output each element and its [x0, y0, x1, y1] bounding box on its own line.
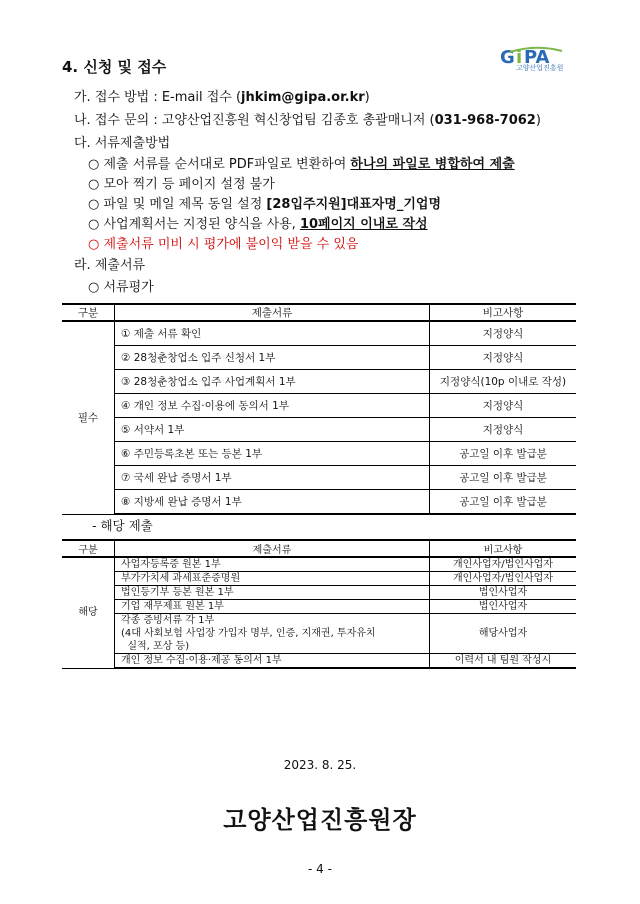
remark-cell: 이력서 내 팀원 작성시: [430, 654, 577, 669]
header-category: 구분: [62, 304, 115, 321]
table-row: [62, 346, 576, 370]
doc-cell: 개인 정보 수집·이용·제공 동의서 1부: [115, 654, 430, 669]
table-row: [62, 586, 576, 600]
item-da-3: ○ 파일 및 메일 제목 동일 설정 [28입주지원]대표자명_기업명: [88, 197, 442, 212]
item-ga: 가. 접수 방법 : E-mail 접수 (jhkim@gipa.or.kr): [74, 90, 370, 105]
group-applicable: 해당: [62, 557, 115, 668]
table-row: [62, 394, 576, 418]
doc-cell: ⑧ 지방세 완납 증명서 1부: [115, 490, 430, 515]
remark-cell: 지정양식: [430, 346, 577, 370]
item-da-1: ○ 제출 서류를 순서대로 PDF파일로 변환하여 하나의 파일로 병합하여 제출: [88, 157, 515, 172]
remark-cell: 지정양식: [430, 321, 577, 346]
remark-cell: 개인사업자/법인사업자: [430, 557, 577, 572]
remark-cell: 법인사업자: [430, 586, 577, 600]
doc-cell-multiline: 각종 증빙서류 각 1부 (4대 사회보험 사업장 가입자 명부, 인증, 지재권, 투자유치 실적, 포상 등): [115, 614, 430, 654]
doc-cell: ③ 28청춘창업소 입주 사업계획서 1부: [115, 370, 430, 394]
item-ra-1: ○ 서류평가: [88, 280, 154, 295]
item-da: 다. 서류제출방법: [74, 136, 171, 151]
sub-note: - 해당 제출: [92, 518, 153, 533]
document-date: 2023. 8. 25.: [283, 758, 357, 772]
table-row: [62, 600, 576, 614]
table-header: [62, 304, 576, 321]
item-da-4: ○ 사업계획서는 지정된 양식을 사용, 10페이지 이내로 작성: [88, 217, 428, 232]
signature-title: 고양산업진흥원장: [223, 805, 417, 834]
remark-cell: 지정양식: [430, 418, 577, 442]
doc-cell: ⑤ 서약서 1부: [115, 418, 430, 442]
header-documents: 제출서류: [115, 304, 430, 321]
doc-cell: ④ 개인 정보 수집·이용에 동의서 1부: [115, 394, 430, 418]
doc-cell: 기업 재무제표 원본 1부: [115, 600, 430, 614]
remark-cell: 법인사업자: [430, 600, 577, 614]
doc-cell: ② 28청춘창업소 입주 신청서 1부: [115, 346, 430, 370]
svg-text:i: i: [516, 47, 523, 68]
remark-cell: 해당사업자: [430, 614, 577, 654]
applicable-documents-table: [62, 539, 576, 669]
header-remarks: 비고사항: [430, 304, 577, 321]
contact-phone: 031-968-7062: [434, 113, 536, 128]
remark-cell: 지정양식(10p 이내로 작성): [430, 370, 577, 394]
doc-cell: ① 제출 서류 확인: [115, 321, 430, 346]
table-row: [62, 490, 576, 515]
remark-cell: 공고일 이후 발급분: [430, 466, 577, 490]
header-remarks: 비고사항: [430, 540, 577, 557]
remark-cell: 공고일 이후 발급분: [430, 442, 577, 466]
table-row: [62, 654, 576, 669]
item-ra: 라. 제출서류: [74, 258, 146, 273]
table-row: [62, 466, 576, 490]
header-documents: 제출서류: [115, 540, 430, 557]
contact-email[interactable]: jhkim@gipa.or.kr: [241, 90, 365, 105]
doc-cell: 사업자등록증 원본 1부: [115, 557, 430, 572]
table-header: [62, 540, 576, 557]
table-row: [62, 572, 576, 586]
item-da-5-warning: ○ 제출서류 미비 시 평가에 불이익 받을 수 있음: [88, 237, 359, 252]
table-row: [62, 614, 576, 654]
doc-cell: ⑦ 국세 완납 증명서 1부: [115, 466, 430, 490]
table-row: [62, 321, 576, 346]
doc-cell: ⑥ 주민등록초본 또는 등본 1부: [115, 442, 430, 466]
table-row: [62, 557, 576, 572]
logo-caption: 고양산업진흥원: [516, 64, 564, 72]
remark-cell: 공고일 이후 발급분: [430, 490, 577, 515]
doc-cell: 법인등기부 등본 원본 1부: [115, 586, 430, 600]
item-da-2: ○ 모아 찍기 등 페이지 설정 불가: [88, 177, 275, 192]
remark-cell: 개인사업자/법인사업자: [430, 572, 577, 586]
header-category: 구분: [62, 540, 115, 557]
doc-cell: 부가가치세 과세표준증명원: [115, 572, 430, 586]
required-documents-table: [62, 303, 576, 515]
svg-text:G: G: [500, 47, 515, 68]
item-na: 나. 접수 문의 : 고양산업진흥원 혁신창업팀 김종호 총괄매니저 (031-968-7062): [74, 113, 541, 128]
table-row: [62, 418, 576, 442]
svg-text:PA: PA: [524, 47, 550, 68]
table-row: [62, 370, 576, 394]
table-row: [62, 442, 576, 466]
section-title: 4. 신청 및 접수: [62, 58, 167, 76]
group-required: 필수: [62, 321, 115, 514]
page-number: - 4 -: [308, 862, 332, 876]
remark-cell: 지정양식: [430, 394, 577, 418]
